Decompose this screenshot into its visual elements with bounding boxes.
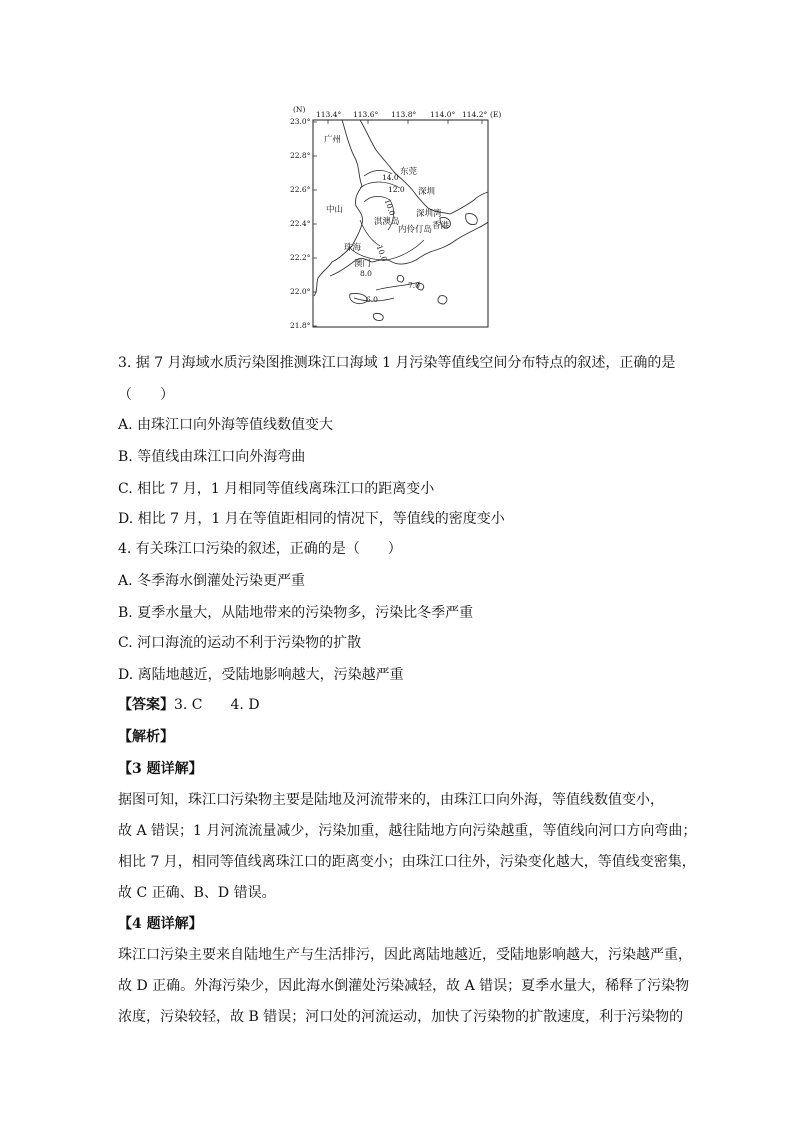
lon-tick-label: 114.2° xyxy=(462,110,488,119)
island xyxy=(438,296,447,304)
q4-option-b: B. 夏季水量大，从陆地带来的污染物多，污染比冬季严重 xyxy=(118,605,474,621)
q4-detail-heading: 【4 题详解】 xyxy=(118,916,203,932)
q3-option-d: D. 相比 7 月，1 月在等值距相同的情况下，等值线的密度变小 xyxy=(118,511,505,527)
isoline-label: 14.0 xyxy=(382,173,399,182)
lon-unit-label: (E) xyxy=(490,110,502,119)
lat-unit-label: (N) xyxy=(293,105,306,114)
q4-stem: 4. 有关珠江口污染的叙述，正确的是（ ） xyxy=(118,541,402,557)
q3-detail-line: 据图可知，珠江口污染物主要是陆地及河流带来的，由珠江口向外海，等值线数值变小， xyxy=(118,792,664,808)
answer-label: 【答案】 xyxy=(118,697,174,713)
q3-detail-heading: 【3 题详解】 xyxy=(118,761,203,777)
place-zhuhai: 珠海 xyxy=(344,243,362,253)
lat-tick-label: 21.8° xyxy=(290,321,311,330)
q3-detail-line: 故 A 错误；1 月河流流量减少，污染加重，越往陆地方向污染越重，等值线向河口方向弯曲； xyxy=(118,823,697,839)
isoline-label: 12.0 xyxy=(388,185,405,194)
place-shenzhen-bay: 深圳湾 xyxy=(416,209,442,219)
answer-text: 3. C 4. D xyxy=(174,697,260,713)
place-dongguan: 东莞 xyxy=(400,167,418,177)
place-guangzhou: 广州 xyxy=(324,135,342,145)
answer-line xyxy=(118,697,260,713)
isoline-label: 10.0 xyxy=(374,243,389,263)
place-shenzhen: 深圳 xyxy=(418,187,436,197)
isoline-label: 8.0 xyxy=(360,269,372,278)
island xyxy=(397,275,403,282)
analysis-label: 【解析】 xyxy=(118,729,174,745)
q4-detail-line: 珠江口污染主要来自陆地生产与生活排污，因此离陆地越近，受陆地影响越大，污染越严重， xyxy=(118,947,692,963)
q4-detail-line: 故 D 正确。外海污染少，因此海水倒灌处污染减轻，故 A 错误；夏季水量大，稀释了污染物 xyxy=(118,978,690,994)
lon-tick-label: 113.8° xyxy=(391,110,417,119)
q3-option-c: C. 相比 7 月，1 月相同等值线离珠江口的距离变小 xyxy=(118,481,435,497)
lat-tick-label: 22.6° xyxy=(290,185,311,194)
q3-option-a: A. 由珠江口向外海等值线数值变大 xyxy=(118,417,334,433)
map-frame xyxy=(313,120,488,327)
lon-tick-label: 113.6° xyxy=(353,110,379,119)
place-macau: 澳门 xyxy=(354,259,372,269)
isoline-label: 10.0 xyxy=(382,197,397,217)
pearl-river-estuary-map xyxy=(290,100,502,332)
q4-option-a: A. 冬季海水倒灌处污染更严重 xyxy=(118,573,306,589)
lon-tick-label: 113.4° xyxy=(316,110,342,119)
q4-detail-line: 浓度，污染较轻，故 B 错误；河口处的河流运动，加快了污染物的扩散速度，利于污染物的 xyxy=(118,1009,684,1025)
q3-option-b: B. 等值线由珠江口向外海弯曲 xyxy=(118,449,306,465)
map-svg xyxy=(290,100,502,332)
lat-tick-label: 22.0° xyxy=(290,287,311,296)
q3-stem: 3. 据 7 月海域水质污染图推测珠江口海域 1 月污染等值线空间分布特点的叙述，正确的是 xyxy=(118,355,676,371)
place-zhongshan: 中山 xyxy=(326,205,344,215)
island xyxy=(373,313,383,320)
isoline-label: 6.0 xyxy=(366,295,378,304)
lat-tick-label: 22.2° xyxy=(290,253,311,262)
q4-option-d: D. 离陆地越近，受陆地影响越大，污染越严重 xyxy=(118,667,404,683)
lat-tick-label: 23.0° xyxy=(290,117,311,126)
place-qiao-island: 淇澳岛 xyxy=(374,217,400,227)
place-hongkong: 香港 xyxy=(432,221,450,231)
q3-detail-line: 故 C 正确、B、D 错误。 xyxy=(118,885,276,901)
isoline-label: 7.0 xyxy=(408,281,420,290)
q3-stem-paren: （ ） xyxy=(118,387,174,403)
lat-tick-label: 22.8° xyxy=(290,151,311,160)
q4-option-c: C. 河口海流的运动不利于污染物的扩散 xyxy=(118,635,362,651)
lon-tick-label: 114.0° xyxy=(430,110,456,119)
lat-tick-label: 22.4° xyxy=(290,219,311,228)
place-neilingding: 内伶仃岛 xyxy=(398,225,433,235)
q3-detail-line: 相比 7 月，相同等值线离珠江口的距离变小；由珠江口往外，污染变化越大，等值线变密集， xyxy=(118,854,696,870)
